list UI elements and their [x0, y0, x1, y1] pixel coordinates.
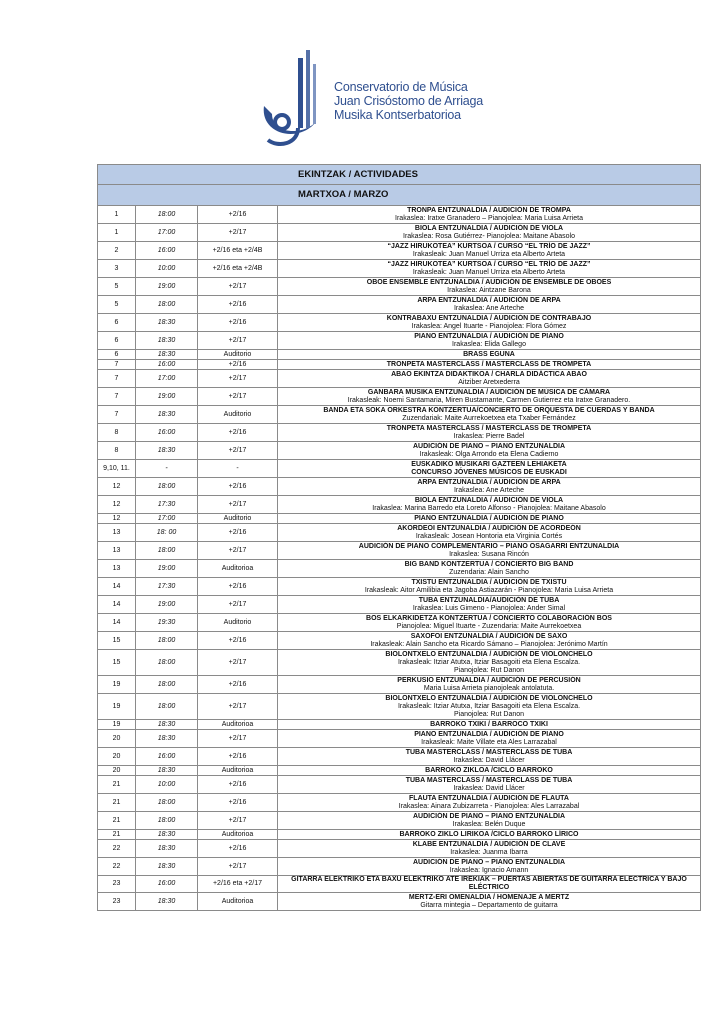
time-cell: 18:00	[136, 650, 198, 676]
activity-title: TRONPETA MASTERCLASS / MASTERCLASS DE TROMPETA	[386, 360, 592, 368]
time-cell: 18:00	[136, 794, 198, 812]
time-cell: 18:00	[136, 676, 198, 694]
table-row	[98, 424, 701, 442]
activity-title: MERTZ-ERI OMENALDIA / HOMENAJE A MERTZ	[408, 893, 570, 901]
table-row	[98, 720, 701, 730]
time-cell: 17:00	[136, 514, 198, 524]
room-cell: +2/17	[198, 332, 278, 350]
activity-title: “JAZZ HIRUKOTEA” KURTSOA / CURSO “EL TRÍO DE JAZZ”	[387, 242, 591, 250]
activity-cell	[278, 314, 701, 332]
activity-cell	[278, 614, 701, 632]
table-row	[98, 694, 701, 720]
table-header-row	[98, 165, 701, 185]
activity-title: BIOLA ENTZUNALDIA / AUDICIÓN DE VIOLA	[414, 224, 564, 232]
activity-title: BANDA ETA SOKA ORKESTRA KONTZERTUA/CONCIERTO DE ORQUESTA DE CUERDAS Y BANDA	[323, 406, 655, 414]
activity-detail: Aitziber Aretxederra	[458, 378, 520, 386]
activity-cell	[278, 676, 701, 694]
time-cell: 18:30	[136, 332, 198, 350]
activity-title: KONTRABAXU ENTZUNALDIA / AUDICIÓN DE CONTRABAJO	[386, 314, 592, 322]
room-cell: +2/16	[198, 840, 278, 858]
activity-detail: Irakaslea: Ane Arteche	[453, 304, 525, 312]
day-cell: 1	[98, 206, 136, 224]
activity-cell	[278, 224, 701, 242]
day-cell: 8	[98, 424, 136, 442]
activity-detail: Irakasleak: Josean Hontoria eta Virginia Cortés	[415, 532, 563, 540]
table-row	[98, 388, 701, 406]
activity-detail: Irakaslea: Susana Rincón	[449, 550, 529, 558]
time-cell: 18:30	[136, 766, 198, 776]
room-cell: Auditorio	[198, 614, 278, 632]
table-row	[98, 242, 701, 260]
activity-cell	[278, 893, 701, 911]
day-cell: 7	[98, 388, 136, 406]
room-cell: +2/17	[198, 542, 278, 560]
activity-title: AUDICIÓN DE PIANO – PIANO ENTZUNALDIA	[412, 442, 566, 450]
activity-detail: Irakaslea: Iratxe Granadero – Pianojolea: Maria Luisa Arrieta	[395, 214, 583, 222]
room-cell: +2/16	[198, 748, 278, 766]
day-cell: 22	[98, 840, 136, 858]
room-cell: +2/16	[198, 296, 278, 314]
table-row	[98, 314, 701, 332]
day-cell: 22	[98, 858, 136, 876]
activity-detail: Gitarra mintegia – Departamento de guitarra	[420, 901, 558, 909]
activity-detail: Irakaslea: Luis Gimeno - Pianojolea: Ander Simal	[412, 604, 566, 612]
time-cell: 16:00	[136, 424, 198, 442]
activity-detail: Irakaslea: David Llácer	[453, 756, 525, 764]
activity-cell	[278, 514, 701, 524]
day-cell: 14	[98, 578, 136, 596]
time-cell: 18:00	[136, 296, 198, 314]
day-cell: 21	[98, 812, 136, 830]
table-row	[98, 360, 701, 370]
time-cell: 10:00	[136, 260, 198, 278]
room-cell: Auditorio	[198, 514, 278, 524]
activity-cell	[278, 766, 701, 776]
time-cell: 10:00	[136, 776, 198, 794]
activity-cell	[278, 840, 701, 858]
activity-cell	[278, 694, 701, 720]
room-cell: +2/16	[198, 206, 278, 224]
activity-detail: Irakasleak: Juan Manuel Urriza eta Alberto Arteta	[412, 250, 566, 258]
activity-detail: Pianojolea: Miguel Ituarte - Zuzendaria: Maite Aurrekoetxea	[396, 622, 582, 630]
room-cell: +2/16	[198, 794, 278, 812]
room-cell: Auditorio	[198, 350, 278, 360]
activity-title: BIG BAND KONTZERTUA / CONCIERTO BIG BAND	[404, 560, 574, 568]
activity-title: BIOLONTXELO ENTZUNALDIA / AUDICIÓN DE VIOLONCHELO	[385, 694, 593, 702]
table-row	[98, 578, 701, 596]
table-row	[98, 876, 701, 893]
activity-title: PIANO ENTZUNALDIA / AUDICIÓN DE PIANO	[414, 514, 564, 522]
activity-title: BIOLA ENTZUNALDIA / AUDICIÓN DE VIOLA	[414, 496, 564, 504]
time-cell: 19:00	[136, 388, 198, 406]
table-row	[98, 514, 701, 524]
room-cell: +2/16	[198, 524, 278, 542]
activity-cell	[278, 560, 701, 578]
table-row	[98, 858, 701, 876]
activity-title: FLAUTA ENTZUNALDIA / AUDICIÓN DE FLAUTA	[409, 794, 569, 802]
time-cell: 18:30	[136, 314, 198, 332]
activity-detail: Irakaslea: Elida Gallego	[452, 340, 526, 348]
logo-emblem-icon	[258, 44, 338, 152]
activity-detail: Irakasleak: Alain Sancho eta Ricardo Sámano – Pianojolea: Jerónimo Martín	[370, 640, 608, 648]
room-cell: +2/17	[198, 388, 278, 406]
logo-text	[334, 80, 483, 122]
day-cell: 6	[98, 314, 136, 332]
table-row	[98, 260, 701, 278]
activity-detail: Zuzendariak: Maite Aurrekoetxea eta Txaber Fernández	[402, 414, 576, 422]
activity-cell	[278, 578, 701, 596]
day-cell: 19	[98, 720, 136, 730]
table-row	[98, 766, 701, 776]
room-cell: Auditorioa	[198, 720, 278, 730]
day-cell: 1	[98, 224, 136, 242]
room-cell: +2/17	[198, 858, 278, 876]
day-cell: 2	[98, 242, 136, 260]
time-cell: 18:00	[136, 694, 198, 720]
activity-detail: Irakaslea: Juanma Ibarra	[450, 848, 528, 856]
activity-cell	[278, 720, 701, 730]
time-cell: 18:30	[136, 442, 198, 460]
activity-title: TXISTU ENTZUNALDIA / AUDICIÓN DE TXISTU	[411, 578, 567, 586]
time-cell: 18:00	[136, 542, 198, 560]
activity-detail: CONCURSO JÓVENES MÚSICOS DE EUSKADI	[411, 468, 567, 476]
table-row	[98, 596, 701, 614]
day-cell: 5	[98, 278, 136, 296]
activity-detail: Irakaslea: Ane Arteche	[453, 486, 525, 494]
activity-title: GITARRA ELEKTRIKO ETA BAXU ELEKTRIKO ATE IREKIAK – PUERTAS ABIERTAS DE GUITARRA ELÉCTRICA Y BAJO ELÉCTRICO	[291, 876, 687, 891]
time-cell: 18:30	[136, 830, 198, 840]
room-cell: +2/16	[198, 578, 278, 596]
time-cell: 17:00	[136, 224, 198, 242]
table-row	[98, 730, 701, 748]
day-cell: 15	[98, 650, 136, 676]
activity-title: TUBA ENTZUNALDIA/AUDICIÓN DE TUBA	[418, 596, 560, 604]
logo-line-2: Juan Crisóstomo de Arriaga	[334, 94, 484, 108]
activity-cell	[278, 748, 701, 766]
activity-cell	[278, 496, 701, 514]
time-cell: 17:00	[136, 370, 198, 388]
month-title: MARTXOA / MARZO	[98, 185, 701, 206]
activity-title: AKORDEOI ENTZUNALDIA / AUDICIÓN DE ACORDEÓN	[397, 524, 581, 532]
activity-detail: Irakasleak: Noemi Santamaria, Miren Bustamante, Carmen Gutierrez eta Iratxe Granadero.	[347, 396, 631, 404]
day-cell: 5	[98, 296, 136, 314]
room-cell: +2/17	[198, 730, 278, 748]
day-cell: 21	[98, 794, 136, 812]
table-row	[98, 406, 701, 424]
activity-cell	[278, 424, 701, 442]
time-cell: 19:00	[136, 278, 198, 296]
day-cell: 6	[98, 350, 136, 360]
activity-cell	[278, 830, 701, 840]
activity-title: SAXOFOI ENTZUNALDIA / AUDICIÓN DE SAXO	[410, 632, 568, 640]
day-cell: 6	[98, 332, 136, 350]
day-cell: 7	[98, 370, 136, 388]
time-cell: 18:30	[136, 350, 198, 360]
room-cell: Auditorio	[198, 406, 278, 424]
activity-detail: Irakasleak: Maite Villate eta Ales Larrazabal	[421, 738, 557, 746]
day-cell: 14	[98, 614, 136, 632]
room-cell: +2/17	[198, 442, 278, 460]
activity-title: AUDICIÓN DE PIANO – PIANO ENTZUNALDIA	[412, 858, 566, 866]
activity-detail: Irakasleak: Itziar Atutxa, Itziar Basagoiti eta Elena Escalza.	[397, 658, 581, 666]
day-cell: 9,10, 11.	[98, 460, 136, 478]
activity-cell	[278, 350, 701, 360]
activity-title: TUBA MASTERCLASS / MASTERCLASS DE TUBA	[405, 776, 573, 784]
room-cell: +2/16	[198, 632, 278, 650]
table-row	[98, 278, 701, 296]
room-cell: -	[198, 460, 278, 478]
time-cell: 18:30	[136, 858, 198, 876]
month-header-row	[98, 185, 701, 206]
time-cell: 19:00	[136, 596, 198, 614]
time-cell: 18:30	[136, 730, 198, 748]
activity-cell	[278, 242, 701, 260]
activity-detail: Irakaslea: Marina Barredo eta Loreto Alfonso - Pianojolea: Maitane Abasolo	[372, 504, 606, 512]
time-cell: 19:30	[136, 614, 198, 632]
activity-title: AUDICIÓN DE PIANO COMPLEMENTARIO – PIANO OSAGARRI ENTZUNALDIA	[358, 542, 620, 550]
activity-cell	[278, 460, 701, 478]
room-cell: +2/16	[198, 314, 278, 332]
day-cell: 20	[98, 730, 136, 748]
room-cell: Auditorioa	[198, 830, 278, 840]
table-row	[98, 794, 701, 812]
activity-title: PERKUSIO ENTZUNALDIA / AUDICIÓN DE PERCUSIÓN	[397, 676, 581, 684]
time-cell: 18:00	[136, 632, 198, 650]
activity-detail: Irakaslea: Belén Duque	[452, 820, 526, 828]
table-title: EKINTZAK / ACTIVIDADES	[98, 165, 701, 185]
day-cell: 20	[98, 766, 136, 776]
activity-title: TRONPETA MASTERCLASS / MASTERCLASS DE TROMPETA	[386, 424, 592, 432]
day-cell: 3	[98, 260, 136, 278]
table-row	[98, 676, 701, 694]
activity-title: ARPA ENTZUNALDIA / AUDICIÓN DE ARPA	[417, 478, 561, 486]
day-cell: 13	[98, 542, 136, 560]
activity-title: “JAZZ HIRUKOTEA” KURTSOA / CURSO “EL TRÍO DE JAZZ”	[387, 260, 591, 268]
table-row	[98, 893, 701, 911]
day-cell: 21	[98, 830, 136, 840]
room-cell: +2/16	[198, 478, 278, 496]
activity-title: KLABE ENTZUNALDIA / AUDICIÓN DE CLAVE	[412, 840, 566, 848]
activity-cell	[278, 858, 701, 876]
activity-cell	[278, 876, 701, 893]
activity-title: BARROKO TXIKI / BARROCO TXIKI	[430, 720, 548, 728]
day-cell: 13	[98, 560, 136, 578]
activity-detail: Irakaslea: David Llácer	[453, 784, 525, 792]
table-row	[98, 812, 701, 830]
activity-title: EUSKADIKO MUSIKARI GAZTEEN LEHIAKETA	[411, 460, 567, 468]
time-cell: 18:00	[136, 812, 198, 830]
day-cell: 12	[98, 496, 136, 514]
time-cell: 16:00	[136, 242, 198, 260]
room-cell: +2/17	[198, 278, 278, 296]
activity-cell	[278, 206, 701, 224]
activity-detail: Irakaslea: Pierre Badel	[453, 432, 525, 440]
activity-title: ARPA ENTZUNALDIA / AUDICIÓN DE ARPA	[417, 296, 561, 304]
time-cell: 18:00	[136, 478, 198, 496]
table-row	[98, 460, 701, 478]
activity-title: BARROKO ZIKLOA /CICLO BARROKO	[425, 766, 553, 774]
activity-detail: Irakaslea: Aintzane Barona	[447, 286, 531, 294]
activity-cell	[278, 296, 701, 314]
table-row	[98, 748, 701, 766]
activities-table	[97, 164, 701, 911]
table-row	[98, 224, 701, 242]
activity-detail: Irakasleak: Itziar Atutxa, Itziar Basagoiti eta Elena Escalza.	[397, 702, 581, 710]
time-cell: 18:30	[136, 406, 198, 424]
time-cell: 16:00	[136, 360, 198, 370]
room-cell: +2/16	[198, 776, 278, 794]
day-cell: 14	[98, 596, 136, 614]
conservatory-logo	[258, 44, 488, 152]
table-row	[98, 332, 701, 350]
time-cell: 17:30	[136, 496, 198, 514]
activity-detail: Irakaslea: Ainara Zubizarreta - Pianojolea: Ales Larrazabal	[398, 802, 580, 810]
activity-detail: Irakasleak: Olga Arrondo eta Elena Cadierno	[419, 450, 559, 458]
day-cell: 21	[98, 776, 136, 794]
activity-detail: Zuzendaria: Alain Sancho	[449, 568, 529, 576]
room-cell: +2/17	[198, 224, 278, 242]
activity-title: TUBA MASTERCLASS / MASTERCLASS DE TUBA	[405, 748, 573, 756]
activity-cell	[278, 776, 701, 794]
time-cell: 18:30	[136, 720, 198, 730]
activity-cell	[278, 388, 701, 406]
time-cell: 16:00	[136, 748, 198, 766]
time-cell: 18: 00	[136, 524, 198, 542]
time-cell: 18:30	[136, 840, 198, 858]
activity-title: PIANO ENTZUNALDIA / AUDICIÓN DE PIANO	[414, 332, 564, 340]
activity-title: BOS ELKARKIDETZA KONTZERTUA / CONCIERTO COLABORACIÓN BOS	[366, 614, 612, 622]
table-row	[98, 478, 701, 496]
table-row	[98, 206, 701, 224]
activity-cell	[278, 650, 701, 676]
table-row	[98, 370, 701, 388]
table-row	[98, 830, 701, 840]
activity-title: AUDICIÓN DE PIANO – PIANO ENTZUNALDIA	[412, 812, 566, 820]
activity-cell	[278, 406, 701, 424]
day-cell: 23	[98, 893, 136, 911]
room-cell: +2/16 eta +2/17	[198, 876, 278, 893]
day-cell: 7	[98, 406, 136, 424]
activity-detail: Irakaslea: Ignacio Amann	[449, 866, 529, 874]
room-cell: +2/16 eta +2/4B	[198, 242, 278, 260]
activity-cell	[278, 360, 701, 370]
room-cell: +2/16	[198, 676, 278, 694]
activity-cell	[278, 442, 701, 460]
room-cell: +2/17	[198, 650, 278, 676]
room-cell: +2/16	[198, 424, 278, 442]
room-cell: +2/17	[198, 596, 278, 614]
table-row	[98, 632, 701, 650]
activity-cell	[278, 794, 701, 812]
room-cell: Auditorioa	[198, 766, 278, 776]
table-row	[98, 840, 701, 858]
room-cell: Auditorioa	[198, 560, 278, 578]
day-cell: 19	[98, 694, 136, 720]
activity-cell	[278, 370, 701, 388]
table-row	[98, 496, 701, 514]
day-cell: 7	[98, 360, 136, 370]
activity-detail: Pianojolea: Rut Danon	[453, 666, 525, 674]
room-cell: +2/17	[198, 496, 278, 514]
time-cell: 17:30	[136, 578, 198, 596]
activity-detail: Maria Luisa Arrieta pianojoleak antolatuta.	[423, 684, 555, 692]
activity-cell	[278, 596, 701, 614]
room-cell: Auditorioa	[198, 893, 278, 911]
table-row	[98, 560, 701, 578]
table-row	[98, 524, 701, 542]
table-row	[98, 442, 701, 460]
activity-title: TRONPA ENTZUNALDIA / AUDICIÓN DE TROMPA	[407, 206, 571, 214]
day-cell: 13	[98, 524, 136, 542]
day-cell: 15	[98, 632, 136, 650]
activity-detail: Pianojolea: Rut Danon	[453, 710, 525, 718]
activity-detail: Irakasleak: Aitor Amilibia eta Jagoba Astiazarán - Pianojolea: Maria Luisa Arrieta	[364, 586, 614, 594]
activity-detail: Irakaslea: Rosa Gutiérrez- Pianojolea: Maitane Abasolo	[403, 232, 575, 240]
room-cell: +2/17	[198, 370, 278, 388]
activity-title: BIOLONTXELO ENTZUNALDIA / AUDICIÓN DE VIOLONCHELO	[385, 650, 593, 658]
room-cell: +2/17	[198, 812, 278, 830]
activity-cell	[278, 278, 701, 296]
activity-title: GANBARA MUSIKA ENTZUNALDIA / AUDICIÓN DE MÚSICA DE CÁMARA	[367, 388, 611, 396]
day-cell: 8	[98, 442, 136, 460]
activity-cell	[278, 812, 701, 830]
table-row	[98, 776, 701, 794]
activity-cell	[278, 524, 701, 542]
activity-title: OBOE ENSEMBLE ENTZUNALDIA / AUDICIÓN DE ENSEMBLE DE OBOES	[366, 278, 612, 286]
activity-cell	[278, 332, 701, 350]
activity-title: BARROKO ZIKLO LIRIKOA /CICLO BARROKO LÍRICO	[399, 830, 579, 838]
room-cell: +2/16	[198, 360, 278, 370]
activity-cell	[278, 542, 701, 560]
room-cell: +2/16 eta +2/4B	[198, 260, 278, 278]
activity-title: BRASS EGUNA	[463, 350, 515, 358]
table-row	[98, 650, 701, 676]
day-cell: 23	[98, 876, 136, 893]
time-cell: -	[136, 460, 198, 478]
table-row	[98, 350, 701, 360]
table-row	[98, 614, 701, 632]
activity-detail: Irakaslea: Angel Ituarte - Pianojolea: Flora Gómez	[411, 322, 567, 330]
logo-line-3: Musika Kontserbatorioa	[334, 108, 461, 122]
room-cell: +2/17	[198, 694, 278, 720]
time-cell: 19:00	[136, 560, 198, 578]
activity-cell	[278, 632, 701, 650]
table-row	[98, 296, 701, 314]
activity-cell	[278, 260, 701, 278]
activity-title: PIANO ENTZUNALDIA / AUDICIÓN DE PIANO	[414, 730, 564, 738]
activity-title: ABAO EKINTZA DIDAKTIKOA / CHARLA DIDÁCTICA ABAO	[391, 370, 587, 378]
logo-line-1: Conservatorio de Música	[334, 80, 468, 94]
activity-detail: Irakasleak: Juan Manuel Urriza eta Alberto Arteta	[412, 268, 566, 276]
time-cell: 18:00	[136, 206, 198, 224]
time-cell: 18:30	[136, 893, 198, 911]
time-cell: 16:00	[136, 876, 198, 893]
day-cell: 12	[98, 514, 136, 524]
activity-cell	[278, 730, 701, 748]
table-row	[98, 542, 701, 560]
day-cell: 20	[98, 748, 136, 766]
activity-cell	[278, 478, 701, 496]
day-cell: 12	[98, 478, 136, 496]
day-cell: 19	[98, 676, 136, 694]
